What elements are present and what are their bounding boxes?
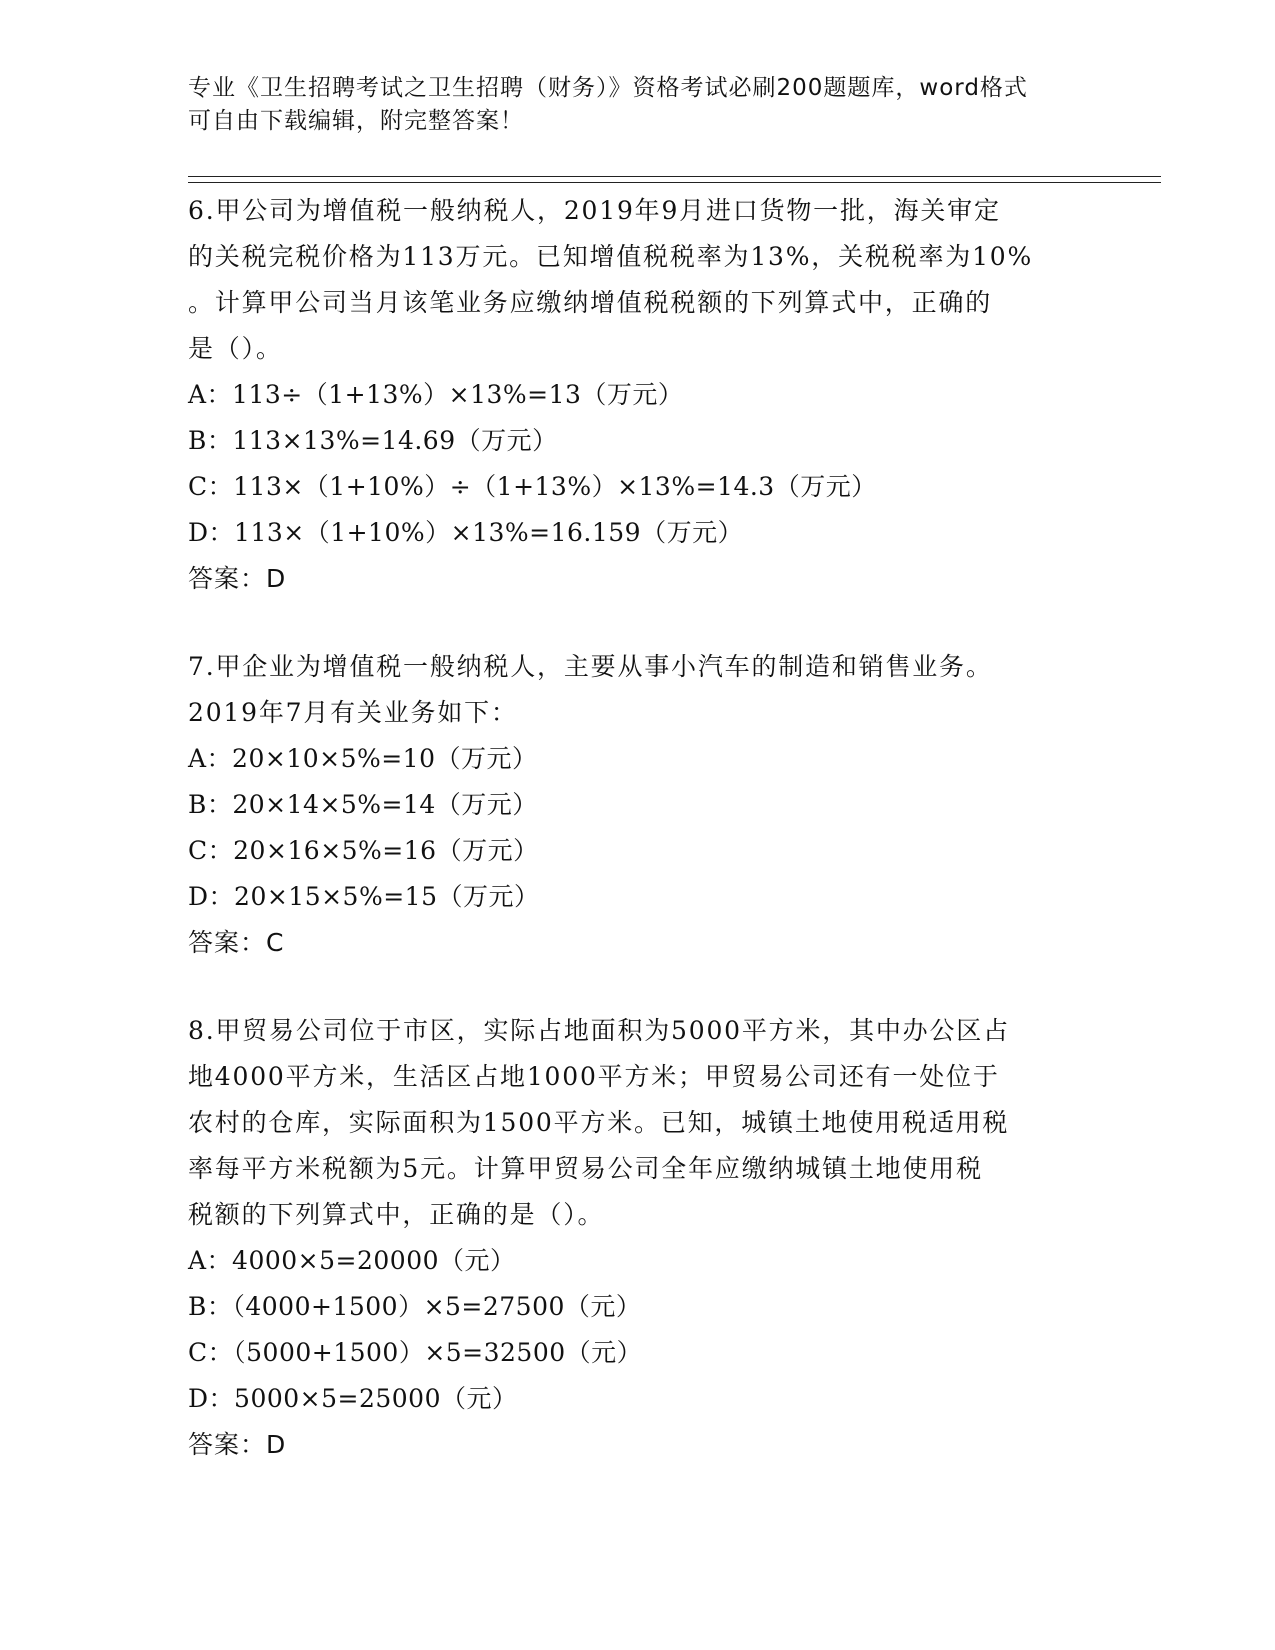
option-d: D：20×15×5%=15（万元） (188, 882, 540, 911)
option-c: C：20×16×5%=16（万元） (188, 836, 539, 865)
question-stem-line: 地4000平方米，生活区占地1000平方米；甲贸易公司还有一处位于 (188, 1062, 1000, 1091)
answer: 答案：D (188, 564, 287, 593)
header-rule-bottom (188, 182, 1161, 183)
question-stem-line: 农村的仓库，实际面积为1500平方米。已知，城镇土地使用税适用税 (188, 1108, 1010, 1137)
option-a: A：20×10×5%=10（万元） (188, 744, 538, 773)
question-list (188, 188, 1088, 1510)
question-stem-line: 7.甲企业为增值税一般纳税人，主要从事小汽车的制造和销售业务。 (188, 652, 993, 681)
document-header (188, 72, 1068, 138)
answer: 答案：D (188, 1430, 287, 1459)
header-rule-top (188, 176, 1161, 177)
option-d: D：5000×5=25000（元） (188, 1384, 518, 1413)
question-stem-line: 率每平方米税额为5元。计算甲贸易公司全年应缴纳城镇土地使用税 (188, 1154, 983, 1183)
option-b: B：113×13%=14.69（万元） (188, 426, 558, 455)
option-a: A：4000×5=20000（元） (188, 1246, 516, 1275)
header-line-1: 专业《卫生招聘考试之卫生招聘（财务）》资格考试必刷200题题库，word格式 (188, 75, 1028, 101)
question-stem-line: 8.甲贸易公司位于市区，实际占地面积为5000平方米，其中办公区占 (188, 1016, 1010, 1045)
question-7 (188, 644, 1088, 966)
question-8 (188, 1008, 1088, 1468)
question-stem-line: 2019年7月有关业务如下： (188, 698, 518, 727)
option-b: B：20×14×5%=14（万元） (188, 790, 538, 819)
question-stem-line: 。计算甲公司当月该笔业务应缴纳增值税税额的下列算式中，正确的 (188, 288, 993, 317)
answer: 答案：C (188, 928, 285, 957)
option-c: C：113×（1+10%）÷（1+13%）×13%=14.3（万元） (188, 472, 877, 501)
option-b: B：（4000+1500）×5=27500（元） (188, 1292, 642, 1321)
header-line-2: 可自由下载编辑，附完整答案！ (188, 108, 524, 134)
option-a: A：113÷（1+13%）×13%=13（万元） (188, 380, 684, 409)
question-stem-line: 6.甲公司为增值税一般纳税人，2019年9月进口货物一批，海关审定 (188, 196, 1001, 225)
question-stem-line: 的关税完税价格为113万元。已知增值税税率为13%，关税税率为10% (188, 242, 1034, 271)
question-stem-line: 是（）。 (188, 334, 283, 363)
question-stem-line: 税额的下列算式中，正确的是（）。 (188, 1200, 605, 1229)
question-6 (188, 188, 1088, 602)
option-c: C：（5000+1500）×5=32500（元） (188, 1338, 643, 1367)
option-d: D：113×（1+10%）×13%=16.159（万元） (188, 518, 744, 547)
